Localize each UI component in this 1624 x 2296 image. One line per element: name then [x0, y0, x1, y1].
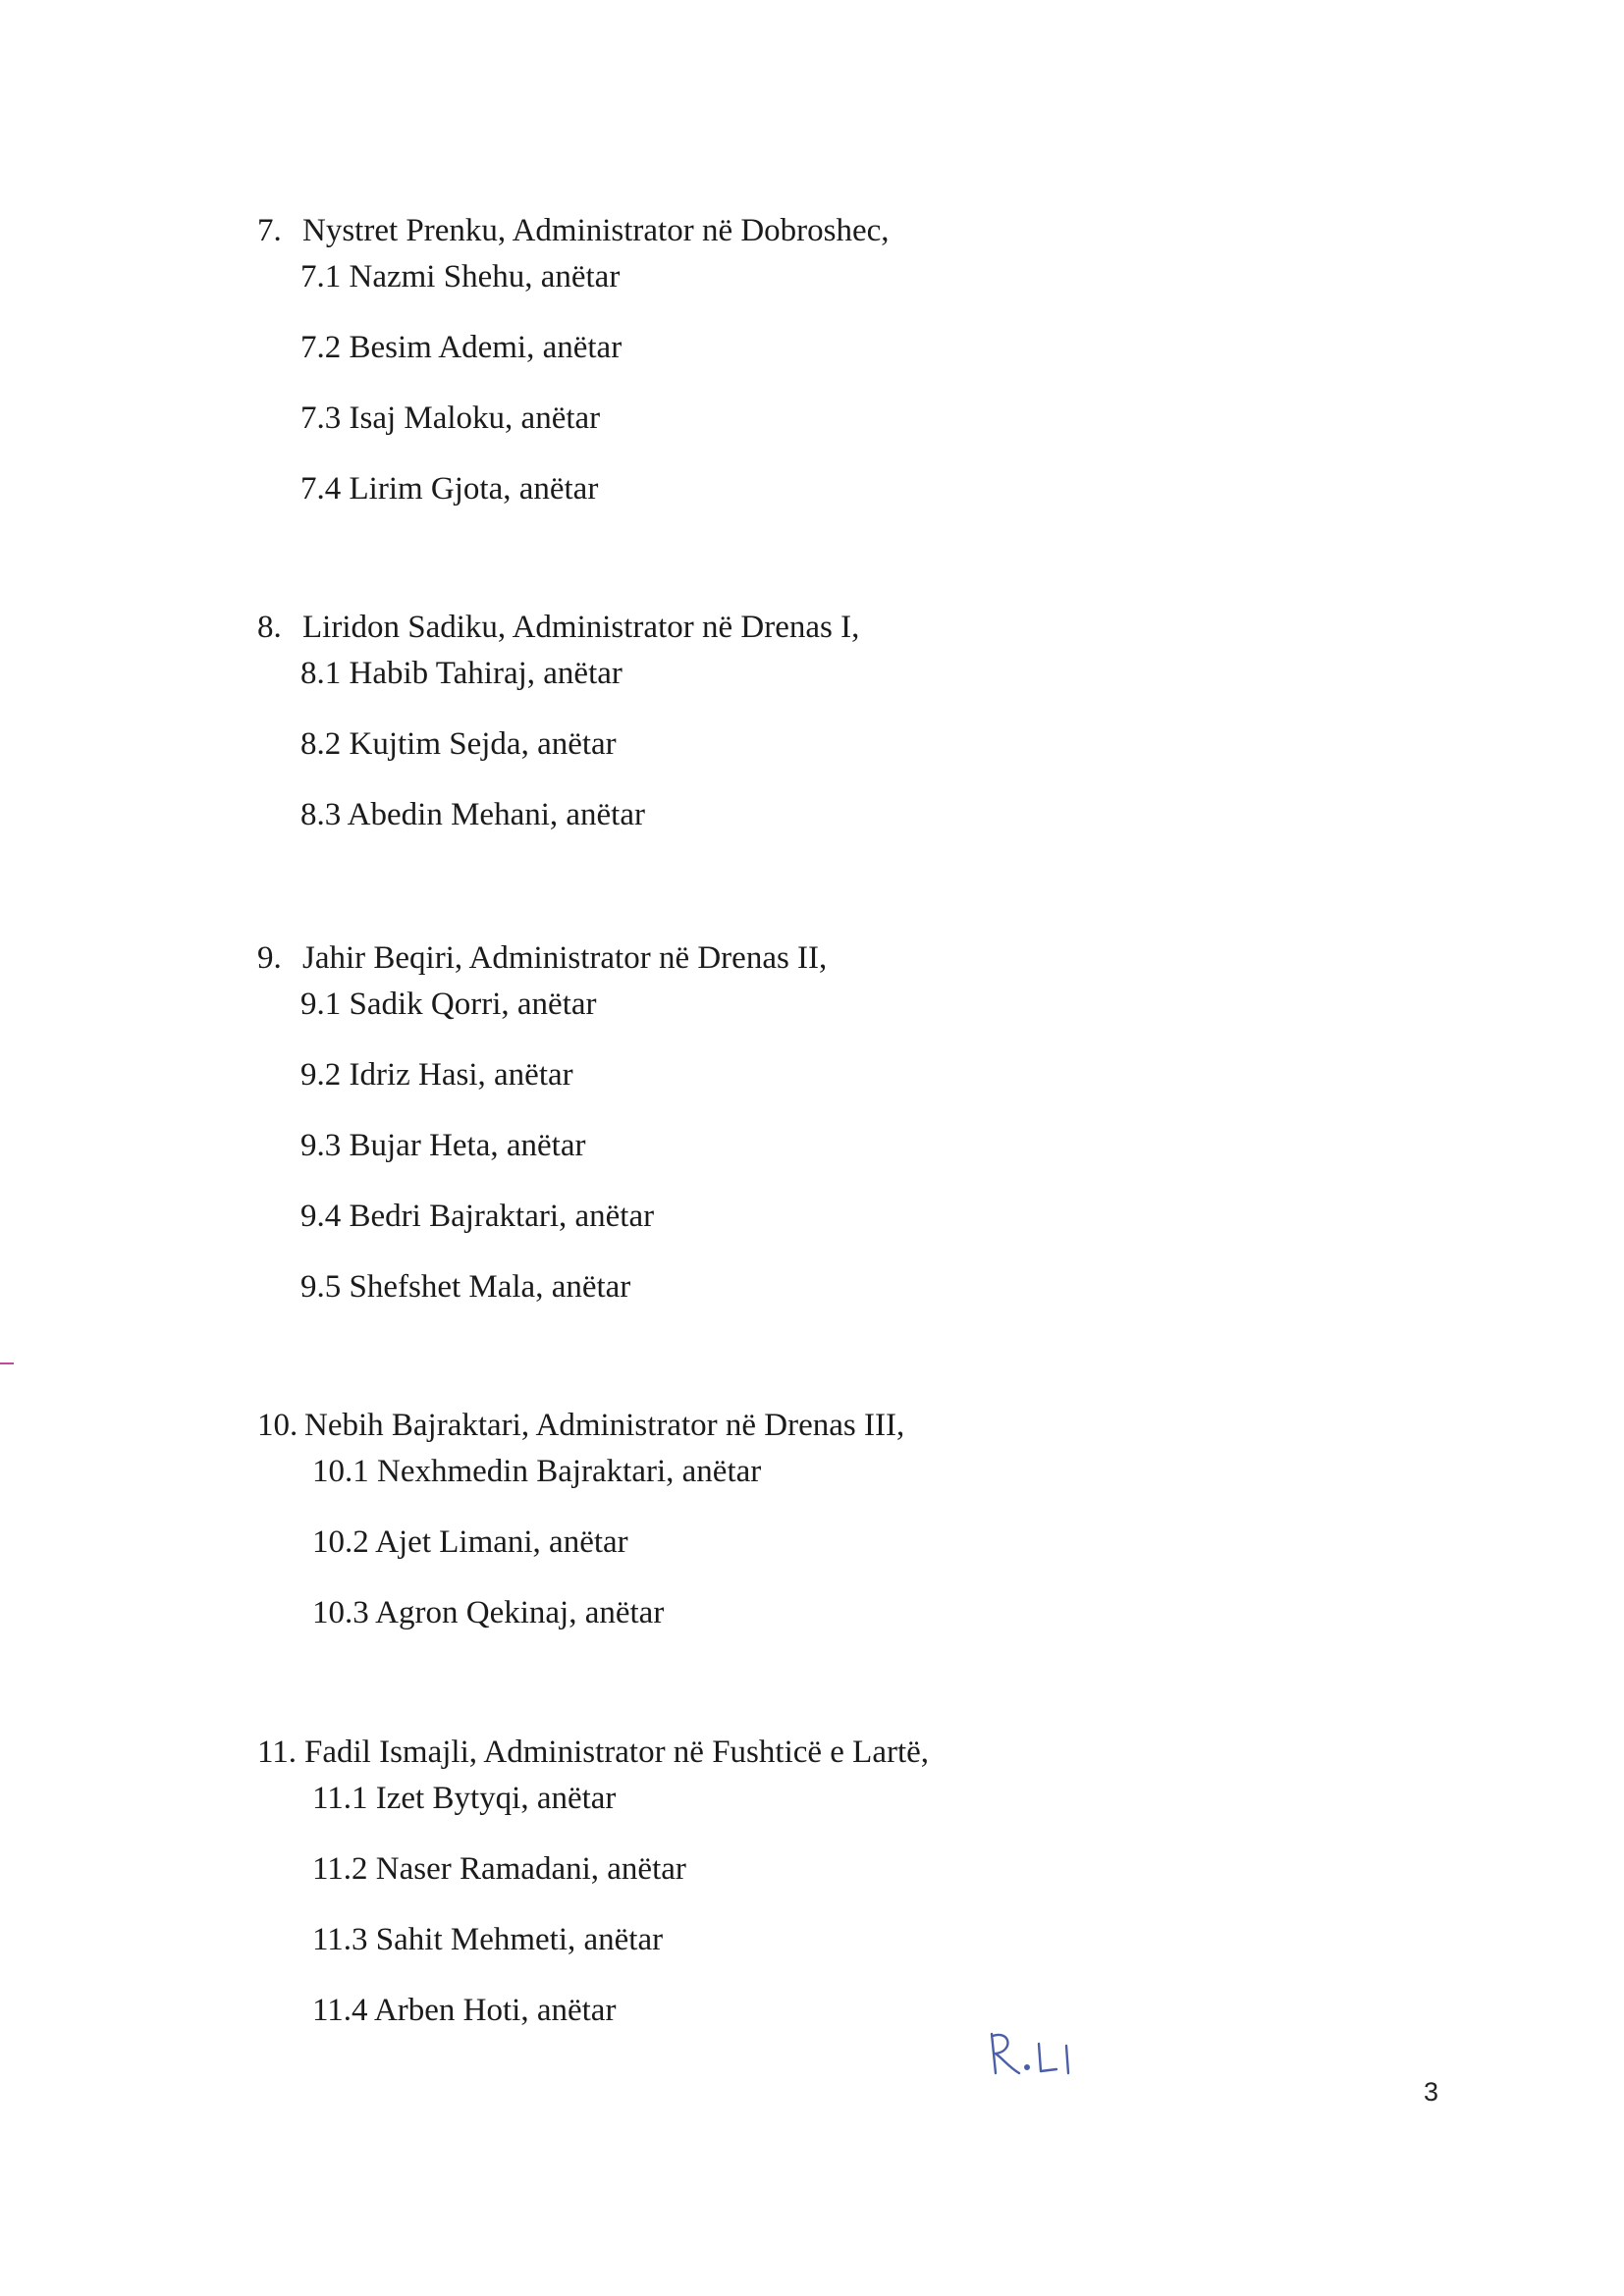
group-heading — [257, 211, 890, 250]
group-heading — [257, 1733, 929, 1772]
group-heading — [257, 938, 827, 978]
group-number: 10. — [257, 1408, 298, 1443]
margin-mark — [0, 1362, 14, 1364]
group-number: 9. — [257, 940, 282, 976]
group-number: 8. — [257, 610, 282, 645]
handwritten-initials — [982, 2022, 1100, 2101]
member-line: 9.3 Bujar Heta, anëtar — [300, 1128, 586, 1163]
group-number: 11. — [257, 1735, 298, 1770]
administrator-line: Nystret Prenku, Administrator në Dobroshec, — [302, 213, 890, 248]
group-number: 7. — [257, 213, 282, 248]
member-line: 10.2 Ajet Limani, anëtar — [312, 1524, 628, 1560]
member-line: 9.5 Shefshet Mala, anëtar — [300, 1269, 631, 1305]
member-line: 7.1 Nazmi Shehu, anëtar — [300, 259, 621, 294]
administrator-line: Fadil Ismajli, Administrator në Fushticë e Lartë, — [304, 1735, 930, 1770]
member-line: 7.2 Besim Ademi, anëtar — [300, 330, 623, 365]
member-line: 11.3 Sahit Mehmeti, anëtar — [312, 1922, 664, 1957]
member-line: 10.1 Nexhmedin Bajraktari, anëtar — [312, 1454, 762, 1489]
group-heading — [257, 608, 859, 647]
administrator-line: Jahir Beqiri, Administrator në Drenas II, — [302, 940, 828, 976]
member-line: 10.3 Agron Qekinaj, anëtar — [312, 1595, 665, 1630]
member-line: 8.3 Abedin Mehani, anëtar — [300, 797, 645, 832]
member-line: 9.2 Idriz Hasi, anëtar — [300, 1057, 573, 1093]
member-line: 9.4 Bedri Bajraktari, anëtar — [300, 1199, 655, 1234]
member-line: 9.1 Sadik Qorri, anëtar — [300, 987, 597, 1022]
member-line: 8.2 Kujtim Sejda, anëtar — [300, 726, 617, 762]
group-heading — [257, 1406, 904, 1445]
member-line: 7.3 Isaj Maloku, anëtar — [300, 400, 601, 436]
member-line: 11.2 Naser Ramadani, anëtar — [312, 1851, 686, 1887]
administrator-line: Liridon Sadiku, Administrator në Drenas I, — [302, 610, 860, 645]
member-line: 11.1 Izet Bytyqi, anëtar — [312, 1781, 617, 1816]
administrator-line: Nebih Bajraktari, Administrator në Drenas III, — [304, 1408, 905, 1443]
page-number: 3 — [1424, 2077, 1439, 2107]
member-line: 7.4 Lirim Gjota, anëtar — [300, 471, 599, 507]
member-line: 8.1 Habib Tahiraj, anëtar — [300, 656, 623, 691]
member-line: 11.4 Arben Hoti, anëtar — [312, 1993, 617, 2028]
